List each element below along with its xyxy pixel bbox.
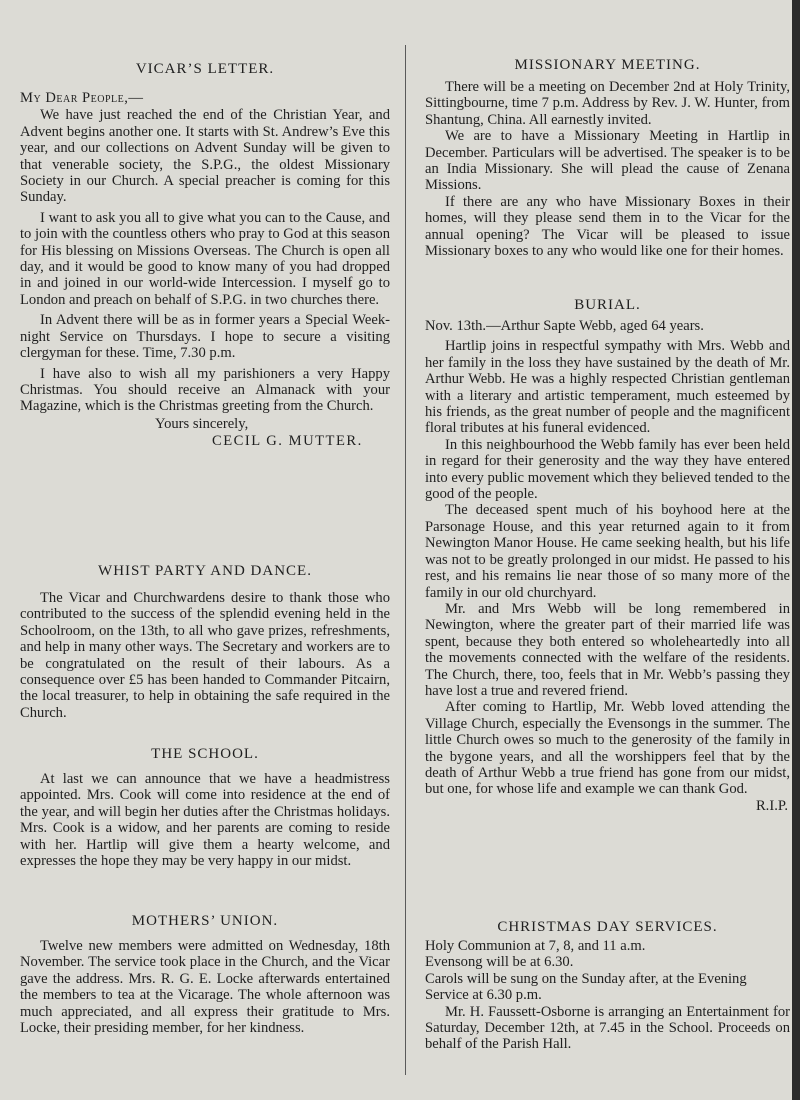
column-divider [405,45,406,1075]
burial-heading: BURIAL. [574,297,641,313]
burial-final-text: After coming to Hartlip, Mr. Webb loved attending the Village Church, especially the Evensongs in the summer. The little Church owes so much to the generosity of the family in the bygone years, and all the worshippers feel that by the death of Arthur Webb a true friend has gone from our midst, but one, for whose life and example we can thank God. [425,699,790,798]
vicars-letter-paragraph: In Advent there will be as in former years a Special Week-night Service on Thursdays. I hope to secure a visiting clergyman for these. Time, 7.30 p.m. [20,312,390,362]
vicars-letter-paragraph: We have just reached the end of the Christian Year, and Advent begins another one. It starts with St. Andrew’s Eve this year, and our collections on Advent Sunday will be given to that venerable society, the S.P.G., the oldest Missionary Society in our Church. A special preacher is coming for this Sunday. [20,107,390,206]
mothers-union-text: Twelve new members were admitted on Wednesday, 18th November. The service took place in the Church, and the Vicar gave the address. Mrs. R. G. E. Locke afterwards entertained the members to tea at the Vicarage. The whole afternoon was much appreciated, and all express their gratitude to Mrs. Locke, their presiding member, for her kindness. [20,938,390,1037]
school-heading: THE SCHOOL. [151,746,259,762]
whist-party-text: The Vicar and Churchwardens desire to thank those who contributed to the success of the splendid evening held in the Schoolroom, on the 13th, to all who gave prizes, refreshments, and help in many other ways. The Secretary and workers are to be congratulated on the result of their labours. As a consequence over £5 has been handed to Commander Pitcairn, the local treasurer, to help in obtaining the safe required in the Church. [20,590,390,721]
mothers-union-heading: MOTHERS’ UNION. [131,913,279,929]
christmas-services-heading: CHRISTMAS DAY SERVICES. [497,919,718,935]
service-line: Holy Communion at 7, 8, and 11 a.m. [425,938,646,954]
service-line: Carols will be sung on the Sunday after, at the Evening Service at 6.30 p.m. [425,970,747,1004]
burial-paragraph: In this neighbourhood the Webb family has ever been held in regard for their generosity and the way they have entered into every public movement which they believed tended to the good of the people. [425,436,790,503]
page-edge-shadow [792,0,800,1100]
whist-party-section [20,562,390,721]
school-section [20,745,390,869]
mothers-union-section [20,912,390,1036]
salutation: My Dear People,— [20,90,144,106]
missionary-meeting-heading: MISSIONARY MEETING. [514,57,701,73]
vicars-letter-paragraph: I want to ask you all to give what you can to the Cause, and to join with the countless others who pray to God at this season for His blessing on Missions Overseas. The Church is open all day, and it would be good to know many of you had dropped in and joined in our world-wide Intercession. I myself go to London and preach on behalf of S.P.G. in two churches there. [20,209,390,308]
burial-section [425,296,790,814]
letter-signature: CECIL G. MUTTER. [212,433,363,450]
entertainment-paragraph: Mr. H. Faussett-Osborne is arranging an Entertainment for Saturday, December 12th, at 7.45 in the School. Proceeds on behalf of the Parish Hall. [425,1003,790,1053]
school-text: At last we can announce that we have a headmistress appointed. Mrs. Cook will come into residence at the end of the year, and will begin her duties after the Christmas holidays. Mrs. Cook is a widow, and her parents are coming to reside with her. Hartlip will give them a hearty welcome, and expresses the hope they may be very happy in our midst. [20,771,390,870]
missionary-paragraph: If there are any who have Missionary Boxes in their homes, will they please send them in to the Vicar for the annual opening? The Vicar will be pleased to issue Missionary boxes to any who would like one for their homes. [425,193,790,260]
burial-entry: Nov. 13th.—Arthur Sapte Webb, aged 64 years. [425,318,704,334]
missionary-paragraph: We are to have a Missionary Meeting in Hartlip in December. Particulars will be advertised. The speaker is to be an India Missionary. She will plead the cause of Zenana Missions. [425,128,790,194]
burial-paragraph [425,699,790,814]
vicars-letter-paragraph: I have also to wish all my parishioners a very Happy Christmas. You should receive an Almanack with your Magazine, which is the Christmas greeting from the Church. [20,365,390,415]
rip-text: R.I.P. [755,797,788,814]
missionary-meeting-section [425,56,790,259]
burial-paragraph: Hartlip joins in respectful sympathy with Mrs. Webb and her family in the loss they have sustained by the death of Mr. Arthur Webb. He was a highly respected Christian gentleman with a literary and artistic temperament, much esteemed by his friends, as the great number of people and the magnificent floral tributes at his funeral evidenced. [425,338,790,437]
burial-paragraph: Mr. and Mrs Webb will be long remembered in Newington, where the greater part of their married life was spent, because they both entered so wholeheartedly into all the movements connected with the welfare of the residents. The Church, there, too, feels that in Mr. Webb’s passing they have lost a true and revered friend. [425,600,790,699]
missionary-paragraph: There will be a meeting on December 2nd at Holy Trinity, Sittingbourne, time 7 p.m. Address by Rev. J. W. Hunter, from Shantung, China. All earnestly invited. [425,79,790,128]
whist-party-heading: WHIST PARTY AND DANCE. [98,563,312,579]
vicars-letter-section [20,60,390,450]
service-line: Evensong will be at 6.30. [425,954,574,971]
letter-closing: Yours sincerely, [155,415,249,432]
burial-paragraph: The deceased spent much of his boyhood here at the Parsonage House, and this year returned again to it from Newington Manor House. He came seeking health, but his life was not to be greatly prolonged in our midst. He passed to his rest, and his remains lie near those of so many more of the family in our old churchyard. [425,502,790,601]
vicars-letter-heading: VICAR’S LETTER. [135,61,275,77]
christmas-services-section [425,918,790,1053]
